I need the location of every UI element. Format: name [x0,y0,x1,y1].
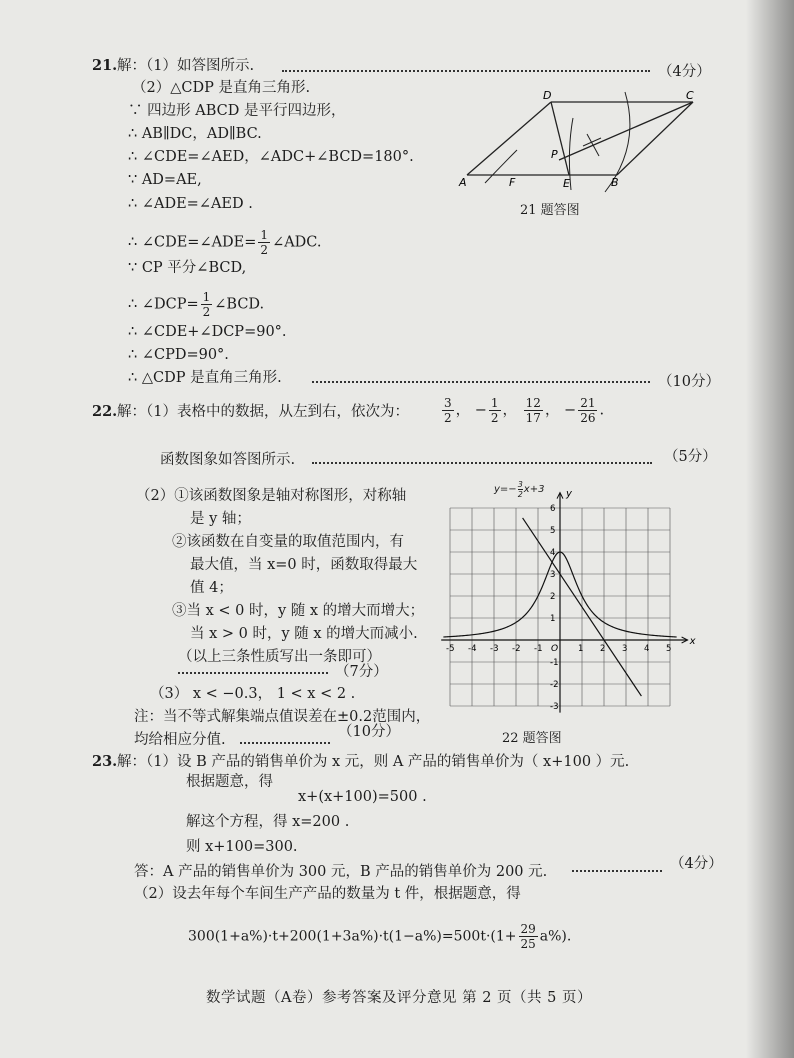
label-d: D [543,89,552,102]
q21-step-half-b-post: ∠BCD. [214,296,265,313]
label-p: P [551,148,558,161]
q22-frac-2 [489,396,501,425]
q22-graph-caption: 22 题答图 [502,731,562,746]
q22-p2-line-3: ②该函数在自变量的取值范围内，有 [172,534,404,550]
q22-score-1: （5分） [664,449,717,465]
q21-step-half-b-pre: ∴ ∠DCP= [128,296,199,313]
q23-eq2-num: 29 [520,922,536,936]
y-tick-label: 5 [550,526,556,536]
origin-label: O [551,644,559,654]
q22-p2-line-2: 是 y 轴； [190,511,251,527]
q22-line-label-post: x+3 [523,484,545,495]
y-tick-label: -1 [550,658,559,668]
q21-step-half-b [128,290,264,319]
y-tick-label: 6 [550,504,556,514]
q21-score-2: （10分） [658,374,720,390]
scan-edge-shadow [746,0,794,1058]
q21-step-cpd: ∴ ∠CPD=90°. [128,347,229,363]
q22-note-2: 均给相应分值. [134,732,226,748]
x-tick-label: 2 [600,644,606,654]
q21-step-4: ∵ AD=AE, [128,172,202,188]
tick-mark-1 [587,134,599,156]
q22-graph-line: 函数图象如答图所示. [160,452,296,468]
q23-equation-1: x+(x+100)=500 . [298,789,427,805]
q22-frac3-den: 17 [525,411,541,425]
q22-leader-dots-2 [178,672,328,674]
q23-line-2: 根据题意，得 [186,774,273,790]
q22-frac1-num: 3 [444,396,452,410]
page-footer: 数学试题（A卷）参考答案及评分意见 第 2 页（共 5 页） [206,990,592,1006]
q22-line-label-pre: y=− [494,484,517,495]
q22-line-label-fraction [518,480,523,499]
q21-leader-dots-2 [312,381,650,383]
q22-frac4-num: 21 [580,396,596,410]
q22-frac-3 [524,396,543,425]
q22-p2-line-1: （2）①该函数图象是轴对称图形，对称轴 [136,488,407,504]
x-tick-label: 4 [644,644,650,654]
x-tick-label: -1 [534,644,543,654]
q21-half-num-a: 1 [260,228,269,242]
q21-parallelogram-figure [455,88,705,198]
x-tick-label: -3 [490,644,499,654]
q22-frac2-sign: − [474,402,487,419]
q22-note-1: 注：当不等式解集端点值误差在±0.2范围内， [134,709,431,725]
q22-part3: （3） x < −0.3， 1 < x < 2 . [150,686,356,702]
label-a: A [459,176,467,189]
q23-line-5: 则 x+100=300. [186,839,298,855]
y-tick-label: 2 [550,592,556,602]
q21-step-2: ∴ AB∥DC，AD∥BC. [128,126,262,142]
q21-leader-dots-1 [282,70,650,72]
q21-half-den-b: 2 [202,305,211,319]
q22-leader-dots-3 [240,742,330,744]
q21-number: 21. [92,57,118,74]
q21-step-half-a-post: ∠ADC. [272,234,322,251]
q21-half-den-a: 2 [260,243,269,257]
x-tick-label: -2 [512,644,521,654]
q22-function-graph [440,480,712,730]
q21-figure-caption: 21 题答图 [520,203,580,218]
q22-line-label-den: 2 [517,490,523,499]
q21-half-num-b: 1 [202,290,211,304]
label-f: F [509,176,516,189]
y-tick-label: 4 [550,548,556,558]
q21-step-cp: ∵ CP 平分∠BCD, [128,260,247,276]
q22-frac-1 [442,396,454,425]
q21-step-half-a-pre: ∴ ∠CDE=∠ADE= [128,234,257,251]
q22-frac2-num: 1 [490,396,499,410]
q22-score-3: （10分） [338,724,400,740]
q22-p2-line-5: 值 4； [190,580,233,596]
q23-lead: 解：（1）设 B 产品的销售单价为 x 元，则 A 产品的销售单价为（ x+100 ）元. [117,754,630,770]
q21-step-1: ∵ 四边形 ABCD 是平行四边形， [128,103,346,119]
q23-line-4: 解这个方程，得 x=200 . [186,814,350,830]
q21-half-fraction-a [258,228,270,257]
q23-leader-dots [572,870,662,872]
x-tick-label: 5 [666,644,672,654]
q22-line-label-num: 3 [517,480,523,489]
segment-de [551,102,569,175]
q21-step-sum: ∴ ∠CDE+∠DCP=90°. [128,324,287,340]
q21-step-5: ∴ ∠ADE=∠AED . [128,196,253,212]
q21-step-3: ∴ ∠CDE=∠AED，∠ADC+∠BCD=180°. [128,149,414,165]
q22-p2-line-6: ③当 x < 0 时，y 随 x 的增大而增大； [172,603,425,619]
q22-line-label [494,480,544,499]
q21-half-fraction-b [201,290,213,319]
label-e: E [563,177,570,190]
label-b: B [611,176,619,189]
q22-frac3-num: 12 [525,396,541,410]
q21-step-final: ∴ △CDP 是直角三角形. [128,370,282,386]
q23-eq2-den: 25 [520,937,536,951]
q22-frac1-den: 2 [444,411,452,425]
q22-frac2-den: 2 [490,411,499,425]
q22-leader-dots-1 [312,462,652,464]
x-axis-label: x [689,636,696,647]
x-tick-label: 1 [578,644,584,654]
q23-eq2-post: a%). [539,928,572,945]
q21-part2-title: （2）△CDP 是直角三角形. [132,80,311,96]
x-tick-label: 3 [622,644,628,654]
q23-eq2-pre: 300(1+a%)·t+200(1+3a%)·t(1−a%)=500t·(1+ [188,928,517,945]
x-tick-label: -5 [446,644,455,654]
q23-number: 23. [92,753,118,770]
q22-lead: 解：（1）表格中的数据，从左到右，依次为： [117,404,409,420]
q22-frac-4 [578,396,597,425]
y-tick-label: 3 [550,570,556,580]
q23-part2: （2）设去年每个车间生产产品的数量为 t 件，根据题意，得 [134,886,521,902]
y-tick-label: -3 [550,702,559,712]
y-axis-label: y [566,488,572,500]
q22-score-2: （7分） [335,664,388,680]
y-tick-label: -2 [550,680,559,690]
q22-frac4-den: 26 [580,411,596,425]
q22-p2-line-7: 当 x > 0 时，y 随 x 的增大而减小. [190,626,418,642]
q23-eq2-fraction [519,922,538,951]
q21-step-half-a [128,228,322,257]
q23-equation-2 [188,922,571,951]
x-tick-label: -4 [468,644,477,654]
y-tick-label: 1 [550,614,556,624]
q23-answer: 答：A 产品的销售单价为 300 元，B 产品的销售单价为 200 元. [134,864,548,880]
label-c: C [686,89,694,102]
q21-lead: 解：（1）如答图所示. [117,58,255,74]
side-bc [617,102,693,175]
q21-score-1: （4分） [658,64,711,80]
q22-frac4-sign: − [564,402,577,419]
q22-number: 22. [92,403,118,420]
side-ad [467,102,551,175]
q22-p2-line-4: 最大值，当 x=0 时，函数取得最大 [190,557,418,573]
tick-mark-2 [583,138,601,146]
q22-p2-line-8: （以上三条性质写出一条即可） [178,649,381,665]
q22-fraction-list: $\frac{3}{2}$ ， − $\frac{1}{2}$ ， $\frac{12}{17}$ ， − $\frac{21}{26}$ . [444,396,605,425]
q23-score-1: （4分） [670,856,723,872]
